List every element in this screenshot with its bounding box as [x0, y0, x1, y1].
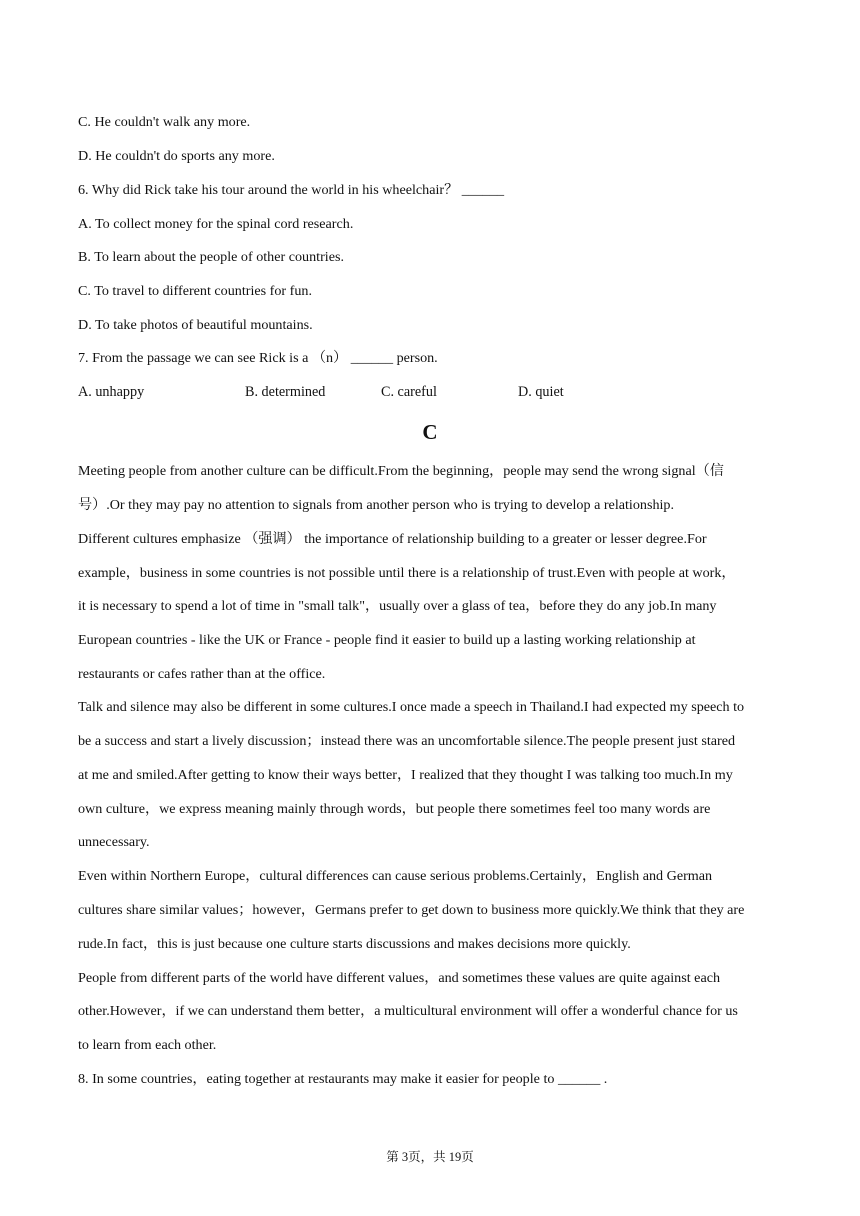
q6-question: 6. Why did Rick take his tour around the world in his wheelchair？ ______	[78, 182, 505, 198]
passage-line: 号）.Or they may pay no attention to signals from another person who is trying to develop a relationship.	[78, 497, 675, 513]
passage-line: at me and smiled.After getting to know their ways better，I realized that they thought I was talking too much.In my	[78, 767, 733, 783]
passage-line: People from different parts of the world have different values，and sometimes these values are quite against each	[78, 970, 721, 986]
passage-line: unnecessary.	[78, 834, 150, 850]
passage-line: example，business in some countries is not possible until there is a relationship of trust.Even with people at work，	[78, 565, 736, 581]
q7-options	[78, 383, 788, 401]
q7-option-b: B. determined	[245, 384, 326, 400]
passage-line: be a success and start a lively discussion；instead there was an uncomfortable silence.The people present just stared	[78, 733, 736, 749]
passage-line: Even within Northern Europe，cultural differences can cause serious problems.Certainly，English and German	[78, 868, 713, 884]
q5-option-d: D. He couldn't do sports any more.	[78, 148, 275, 164]
q6-option-b: B. To learn about the people of other countries.	[78, 249, 344, 265]
q6-option-c: C. To travel to different countries for fun.	[78, 283, 312, 299]
passage-line: rude.In fact，this is just because one culture starts discussions and makes decisions more quickly.	[78, 936, 631, 952]
q6-option-a: A. To collect money for the spinal cord research.	[78, 216, 354, 232]
q7-option-a: A. unhappy	[78, 384, 145, 400]
page-footer: 第 3页，共 19页	[386, 1150, 474, 1164]
section-heading: C	[422, 420, 438, 444]
passage-line: cultures share similar values；however，Germans prefer to get down to business more quickly.We think that they are	[78, 902, 745, 918]
passage-line: Meeting people from another culture can be difficult.From the beginning，people may send the wrong signal（信	[78, 463, 724, 479]
passage-line: Talk and silence may also be different in some cultures.I once made a speech in Thailand.I had expected my speech to	[78, 699, 745, 715]
q6-option-d: D. To take photos of beautiful mountains.	[78, 317, 313, 333]
q7-option-d: D. quiet	[518, 384, 564, 400]
q5-option-c: C. He couldn't walk any more.	[78, 114, 251, 130]
q7-option-c: C. careful	[381, 384, 437, 400]
passage-line: Different cultures emphasize （强调） the importance of relationship building to a greater or lesser degree.For	[78, 531, 707, 547]
passage-line: other.However，if we can understand them better，a multicultural environment will offer a wonderful chance for us	[78, 1003, 738, 1019]
passage-line: to learn from each other.	[78, 1037, 217, 1053]
q7-question: 7. From the passage we can see Rick is a （n） ______ person.	[78, 350, 438, 366]
passage-line: own culture，we express meaning mainly through words，but people there sometimes feel too many words are	[78, 801, 711, 817]
q8-question: 8. In some countries，eating together at restaurants may make it easier for people to ______ .	[78, 1071, 608, 1087]
passage-line: it is necessary to spend a lot of time in "small talk"，usually over a glass of tea，before they do any job.In many	[78, 598, 717, 614]
passage-line: European countries - like the UK or France - people find it easier to build up a lasting working relationship at	[78, 632, 696, 648]
passage-line: restaurants or cafes rather than at the office.	[78, 666, 326, 682]
